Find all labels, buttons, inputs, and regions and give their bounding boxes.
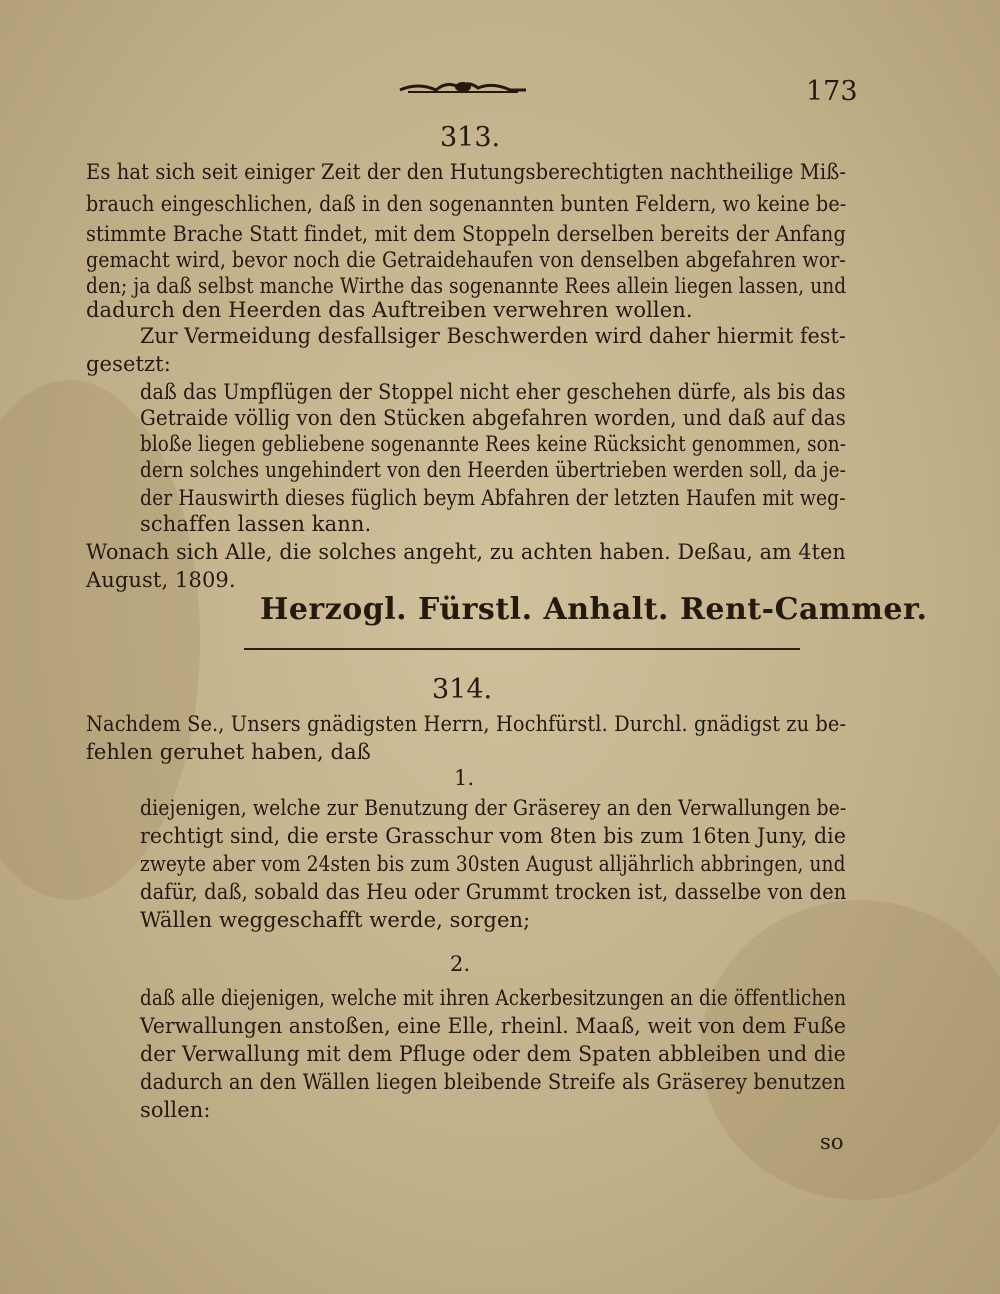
s313-line-6: dadurch den Heerden das Auftreiben verwehren wollen. (86, 298, 693, 322)
s313-line-11: bloße liegen gebliebene sogenannte Rees keine Rücksicht genommen, son- (140, 432, 847, 456)
s314-item-2-line-3: der Verwallung mit dem Pfluge oder dem Spaten abbleiben und die (140, 1042, 846, 1066)
s313-line-10: Getraide völlig von den Stücken abgefahren worden, und daß auf das (140, 406, 846, 430)
s313-line-1: Es hat sich seit einiger Zeit der den Hutungsberechtigten nachtheilige Miß- (86, 160, 846, 184)
signature-rent-cammer: Herzogl. Fürstl. Anhalt. Rent-Cammer. (260, 592, 928, 627)
s314-item-2-line-1: daß alle diejenigen, welche mit ihren Ackerbesitzungen an die öffentlichen (140, 986, 847, 1010)
s313-line-8: gesetzt: (86, 352, 171, 376)
s314-item-2-line-2: Verwallungen anstoßen, eine Elle, rheinl. Maaß, weit von dem Fuße (140, 1014, 846, 1038)
s313-line-16: August, 1809. (86, 568, 236, 592)
s314-item-1-line-5: Wällen weggeschafft werde, sorgen; (140, 908, 531, 932)
s314-item-1-line-4: dafür, daß, sobald das Heu oder Grummt trocken ist, dasselbe von den (140, 880, 847, 904)
s314-intro-2: fehlen geruhet haben, daß (86, 740, 371, 764)
s314-item-2-number: 2. (450, 952, 471, 976)
s313-line-13: der Hauswirth dieses füglich beym Abfahren der letzten Haufen mit weg- (140, 486, 846, 510)
s314-intro-1: Nachdem Se., Unsers gnädigsten Herrn, Hochfürstl. Durchl. gnädigst zu be- (86, 712, 847, 736)
s314-item-1-line-2: rechtigt sind, die erste Grasschur vom 8ten bis zum 16ten Juny, die (140, 824, 847, 848)
header-ornament-icon (398, 78, 528, 98)
section-number-314: 314. (432, 674, 493, 705)
section-divider (244, 648, 800, 650)
s313-line-2: brauch eingeschlichen, daß in den sogenannten bunten Feldern, wo keine be- (86, 192, 847, 216)
s314-item-1-line-3: zweyte aber vom 24sten bis zum 30sten August alljährlich abbringen, und (140, 852, 846, 876)
section-number-313: 313. (440, 122, 501, 153)
s313-line-5: den; ja daß selbst manche Wirthe das sogenannte Rees allein liegen lassen, und (86, 274, 847, 298)
s313-line-12: dern solches ungehindert von den Heerden übertrieben werden soll, da je- (140, 458, 846, 482)
s313-line-15: Wonach sich Alle, die solches angeht, zu achten haben. Deßau, am 4ten (86, 540, 846, 564)
s313-line-9: daß das Umpflügen der Stoppel nicht eher geschehen dürfe, als bis das (140, 380, 846, 404)
s314-item-1-line-1: diejenigen, welche zur Benutzung der Gräserey an den Verwallungen be- (140, 796, 847, 820)
s313-line-4: gemacht wird, bevor noch die Getraidehaufen von denselben abgefahren wor- (86, 248, 846, 272)
catchword: so (820, 1130, 844, 1154)
s313-line-7: Zur Vermeidung desfallsiger Beschwerden wird daher hiermit fest- (140, 324, 846, 348)
s313-line-3: stimmte Brache Statt findet, mit dem Stoppeln derselben bereits der Anfang (86, 222, 846, 246)
s314-item-1-number: 1. (454, 766, 475, 790)
s314-item-2-line-5: sollen: (140, 1098, 211, 1122)
page-number: 173 (806, 76, 858, 107)
s314-item-2-line-4: dadurch an den Wällen liegen bleibende Streife als Gräserey benutzen (140, 1070, 846, 1094)
s313-line-14: schaffen lassen kann. (140, 512, 372, 536)
